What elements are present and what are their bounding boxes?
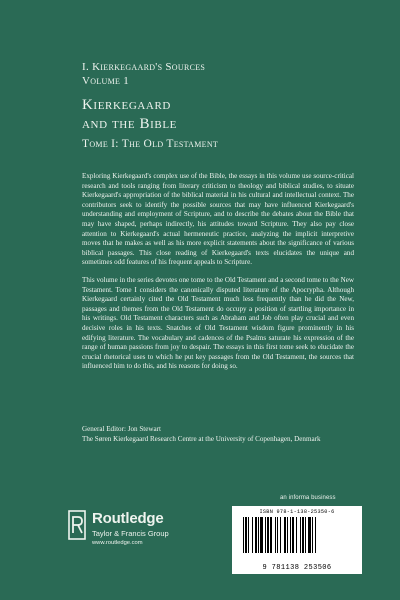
description [82,172,354,380]
barcode-digits: 9 781138 253506 [262,564,332,572]
barcode-bar [308,517,311,553]
barcode-bar [277,517,278,553]
barcode-bar [315,517,316,553]
credits [82,425,362,444]
barcode-bar [296,517,297,553]
barcode-bar [302,517,304,553]
barcode-bar [305,517,306,553]
volume-line: Volume 1 [82,75,130,87]
barcode-bar [280,517,281,553]
description-paragraph-2: This volume in the series devotes one tome to the Old Testament and a second tome to the New Testament. Tome I considers the canonically disputed literature of the Apocrypha. Although Kierkegaard certainly cited the Old Testament much less frequently than he did the New, passages and themes from the Old Testament do occupy a position of startling importance in his writings. Old Testament characters such as Abraham and Job often play crucial and even decisive roles in his texts. Snatches of Old Testament wisdom figure prominently in his edifying literature. The vocabulary and cadences of the Psalms saturate his expression of the range of human passions from joy to despair. The essays in this first tome seek to elucidate the crucial rhetorical uses to which he put key passages from the Old Testament, the sources that influenced him to do this, and his reasons for doing so. [82,275,354,371]
publisher-url: www.routledge.com [92,540,143,546]
research-centre: The Søren Kierkegaard Research Centre at the University of Copenhagen, Denmark [82,434,321,443]
barcode-bar [245,517,247,553]
barcode-bar [252,517,253,553]
barcode-bar [270,517,272,553]
barcode-bars [242,517,352,561]
description-paragraph-1: Exploring Kierkegaard's complex use of the Bible, the essays in this volume use source-critical research and tools ranging from literary criticism to theology and biblical studies, to situate Kierkegaard's appropriation of the biblical material in his cultural and intellectual context. The contributors seek to identify the possible sources that may have influenced Kierkegaard's understanding and employment of Scripture, and to describe the debates about the Bible that may have shaped, perhaps indirectly, his attitudes toward Scripture. They also pay close attention to Kierkegaard's actual hermeneutic practice, analyzing the implicit interpretive moves that he makes as well as his more explicit statements about the significance of various biblical passages. This close reading of Kierkegaard's texts elucidates the unique and sometimes odd features of his frequent appeals to Scripture. [82,172,354,267]
barcode-bar [292,517,294,553]
barcode-bar [248,517,249,553]
barcode-bar [260,517,263,553]
barcode-bar [255,517,257,553]
routledge-r-icon [68,510,86,540]
barcode-bar [265,517,266,553]
publisher-group: Taylor & Francis Group [92,529,169,538]
title-line-2: and the Bible [82,116,177,132]
barcode-bar [258,517,259,553]
series-line: I. Kierkegaard's Sources [82,61,206,73]
barcode-bar [290,517,291,553]
barcode-bar [243,517,244,553]
barcode-bar [300,517,301,553]
barcode-bar [312,517,313,553]
barcode [232,506,362,574]
title-line-1: Kierkegaard [82,97,171,113]
barcode-bar [275,517,276,553]
book-title [82,96,177,134]
general-editor: General Editor: Jon Stewart [82,425,161,433]
tome-subtitle: Tome I: The Old Testament [82,138,219,150]
barcode-bar [287,517,288,553]
series-heading [82,60,205,88]
barcode-bar [267,517,269,553]
publisher-name: Routledge [92,510,164,527]
isbn-text: ISBN 978-1-138-25350-6 [259,509,335,515]
barcode-bar [284,517,286,553]
informa-tagline: an informa business [280,495,336,501]
